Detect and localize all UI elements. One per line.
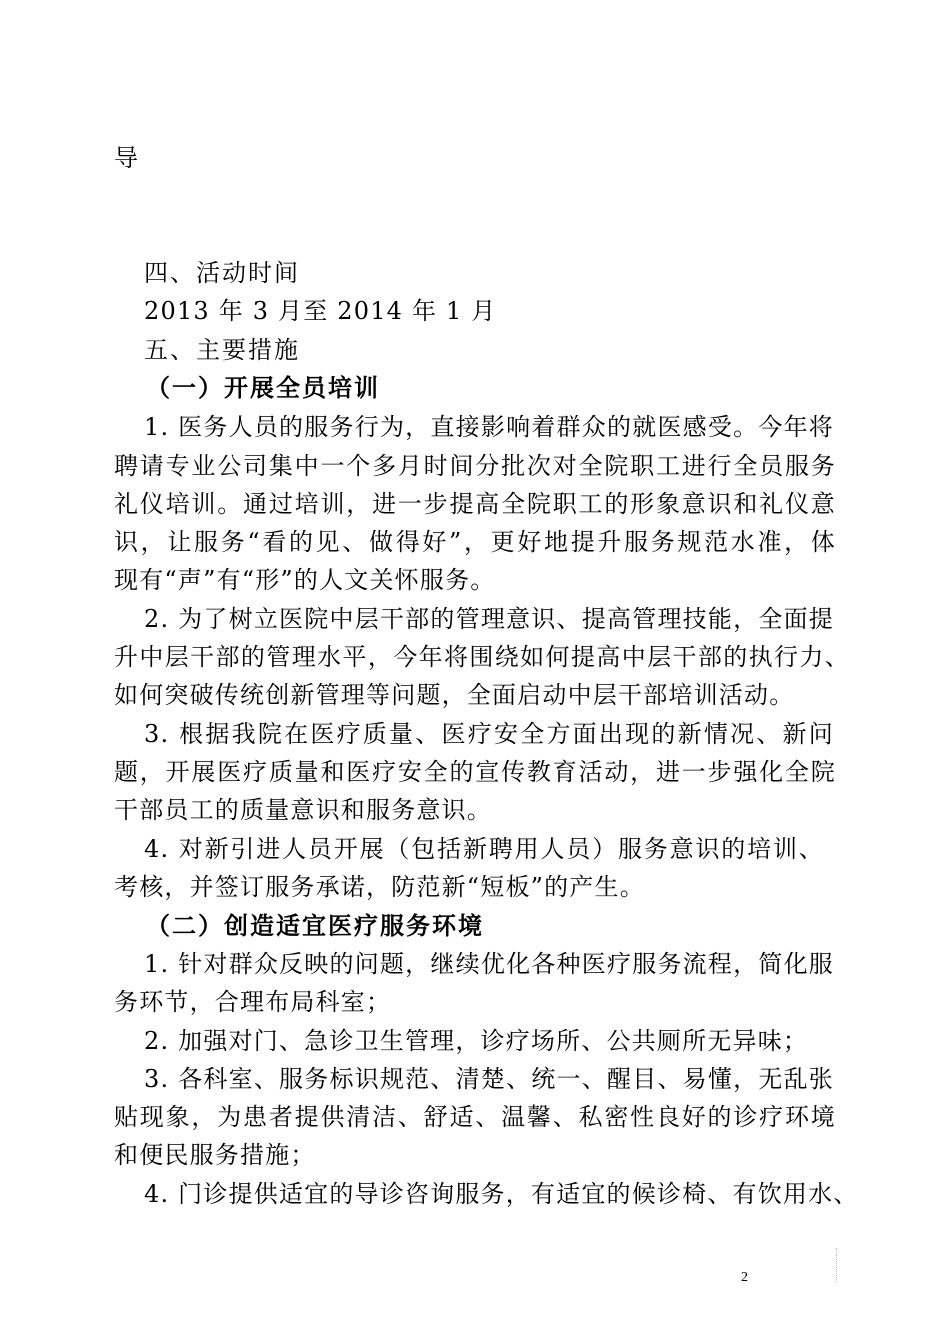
paragraph-line: 3. 各科室、服务标识规范、清楚、统一、醒目、易懂，无乱张	[144, 1065, 834, 1093]
paragraph-line: 3. 根据我院在医疗质量、医疗安全方面出现的新情况、新问	[144, 720, 834, 748]
carryover-text: 导	[114, 144, 140, 172]
paragraph-line: 1. 医务人员的服务行为，直接影响着群众的就医感受。今年将	[144, 413, 834, 441]
paragraph-line: 干部员工的质量意识和服务意识。	[114, 796, 492, 824]
subsection-2-heading: （二）创造适宜医疗服务环境	[146, 911, 484, 940]
paragraph-line: 聘请专业公司集中一个多月时间分批次对全院职工进行全员服务	[114, 452, 836, 480]
section-4-text: 2013 年 3 月至 2014 年 1 月	[144, 297, 497, 325]
paragraph-line: 题，开展医疗质量和医疗安全的宣传教育活动，进一步强化全院	[114, 758, 836, 786]
subsection-1-heading: （一）开展全员培训	[146, 373, 380, 402]
paragraph-line: 如何突破传统创新管理等问题，全面启动中层干部培训活动。	[114, 681, 795, 709]
section-5-heading: 五、主要措施	[144, 336, 300, 364]
paragraph-line: 和便民服务措施；	[114, 1141, 316, 1169]
paragraph-line: 1. 针对群众反映的问题，继续优化各种医疗服务流程，简化服	[144, 950, 834, 978]
paragraph-line: 4. 门诊提供适宜的导诊咨询服务，有适宜的候诊椅、有饮用水、	[144, 1180, 859, 1208]
paragraph-line: 升中层干部的管理水平，今年将围绕如何提高中层干部的执行力、	[114, 643, 850, 671]
paragraph-line: 贴现象，为患者提供清洁、舒适、温馨、私密性良好的诊疗环境	[114, 1103, 836, 1131]
paragraph-line: 现有“声”有“形”的人文关怀服务。	[114, 566, 496, 594]
paragraph-line: 务环节，合理布局科室；	[114, 988, 392, 1016]
paragraph-line: 4. 对新引进人员开展（包括新聘用人员）服务意识的培训、	[144, 835, 824, 863]
margin-guide	[836, 1248, 838, 1282]
section-4-heading: 四、活动时间	[144, 259, 300, 287]
paragraph-line: 礼仪培训。通过培训，进一步提高全院职工的形象意识和礼仪意	[114, 490, 836, 518]
paragraph-line: 2. 为了树立医院中层干部的管理意识、提高管理技能，全面提	[144, 605, 834, 633]
paragraph-line: 考核，并签订服务承诺，防范新“短板”的产生。	[114, 873, 645, 901]
paragraph-line: 识，让服务“看的见、做得好”，更好地提升服务规范水准，体	[114, 528, 836, 556]
paragraph-line: 2. 加强对门、急诊卫生管理，诊疗场所、公共厕所无异味；	[144, 1027, 809, 1055]
page-number: 2	[741, 1270, 748, 1285]
